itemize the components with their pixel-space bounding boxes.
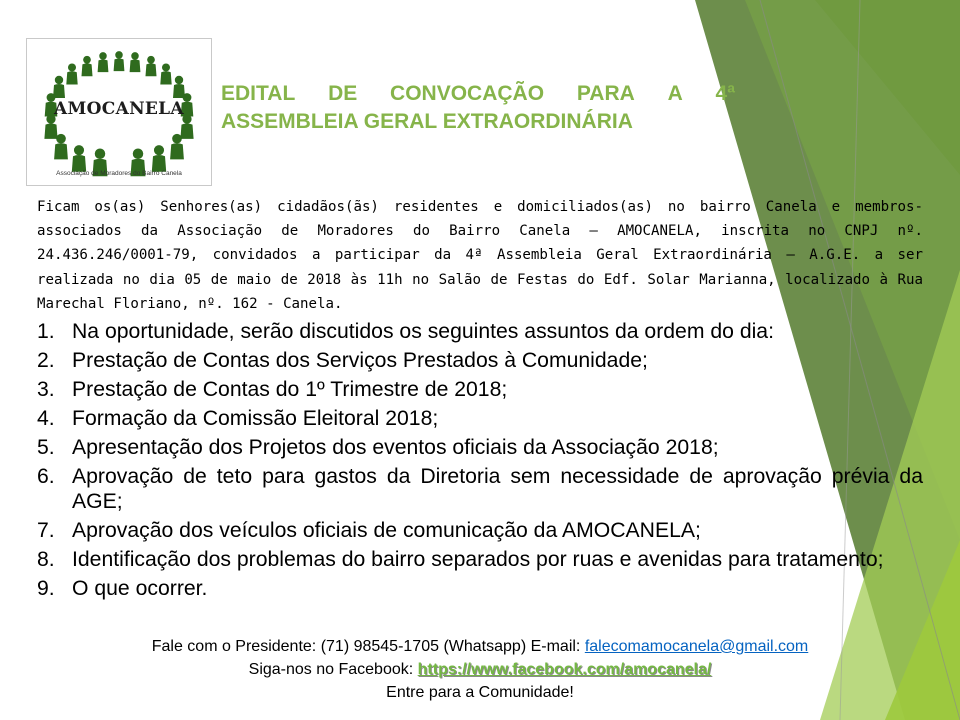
agenda-item-text: Identificação dos problemas do bairro separados por ruas e avenidas para tratamento; (72, 547, 884, 571)
agenda-item (37, 407, 923, 432)
agenda-list (37, 320, 923, 606)
facebook-text: Siga-nos no Facebook: (248, 661, 418, 678)
title-word: CONVOCAÇÃO (390, 82, 545, 105)
agenda-item-number: 2. (37, 348, 55, 372)
title-word: PARA (576, 82, 635, 105)
title-word: EDITAL (221, 82, 296, 105)
agenda-item-text: Aprovação de teto para gastos da Diretoria sem necessidade de aprovação prévia da AGE; (72, 464, 923, 513)
email-link[interactable]: falecomamocanela@gmail.com (584, 638, 809, 655)
agenda-item (37, 465, 923, 515)
title-word: 4ª (715, 82, 735, 105)
agenda-item-text: O que ocorrer. (72, 576, 208, 600)
agenda-item (37, 320, 923, 345)
agenda-item (37, 577, 923, 602)
agenda-item-number: 7. (37, 518, 55, 542)
agenda-item-number: 3. (37, 377, 55, 401)
agenda-item-number: 8. (37, 547, 55, 571)
agenda-item (37, 519, 923, 544)
amocanela-logo (26, 38, 212, 186)
logo-name: AMOCANELA (54, 99, 184, 119)
title-line-1 (221, 80, 735, 108)
agenda-item-text: Prestação de Contas dos Serviços Prestados à Comunidade; (72, 348, 648, 372)
footer-community: Entre para a Comunidade! (386, 684, 574, 701)
agenda-item-text: Na oportunidade, serão discutidos os seguintes assuntos da ordem do dia: (72, 320, 774, 343)
footer-contact (0, 636, 960, 658)
facebook-link[interactable]: https://www.facebook.com/amocanela/ (417, 661, 712, 678)
agenda-item-number: 6. (37, 464, 55, 488)
agenda-item-number: 5. (37, 435, 55, 459)
title-line-2: ASSEMBLEIA GERAL EXTRAORDINÁRIA (221, 110, 633, 133)
agenda-item-number: 1. (37, 320, 55, 343)
agenda-item-text: Prestação de Contas do 1º Trimestre de 2018; (72, 377, 508, 401)
agenda-item (37, 436, 923, 461)
agenda-item (37, 548, 923, 573)
agenda-item-text: Aprovação dos veículos oficiais de comunicação da AMOCANELA; (72, 518, 701, 542)
contact-text: Fale com o Presidente: (71) 98545-1705 (Whatsapp) E-mail: (151, 638, 585, 655)
agenda-item-number: 4. (37, 406, 55, 430)
footer-facebook (0, 659, 960, 681)
logo-subtitle: Associação de Moradores do Bairro Canela (56, 170, 182, 177)
agenda-item (37, 349, 923, 374)
intro-paragraph: Ficam os(as) Senhores(as) cidadãos(ãs) residentes e domiciliados(as) no bairro Canela e membros-associados da Associação de Moradores do Bairro Canela – AMOCANELA, inscrita no CNPJ nº. 24.436.246/0001-79, convidados a participar da 4ª Assembleia Geral Extraordinária – A.G.E. a ser realizada no dia 05 de maio de 2018 às 11h no Salão de Festas do Edf. Solar Marianna, localizado à Rua Marechal Floriano, nº. 162 - Canela. (37, 199, 923, 312)
title-word: A (667, 82, 683, 105)
title-word: DE (328, 82, 358, 105)
agenda-item-text: Apresentação dos Projetos dos eventos oficiais da Associação 2018; (72, 435, 719, 459)
page-title (221, 80, 735, 136)
agenda-item (37, 378, 923, 403)
agenda-item-number: 9. (37, 576, 55, 600)
agenda-item-text: Formação da Comissão Eleitoral 2018; (72, 406, 439, 430)
